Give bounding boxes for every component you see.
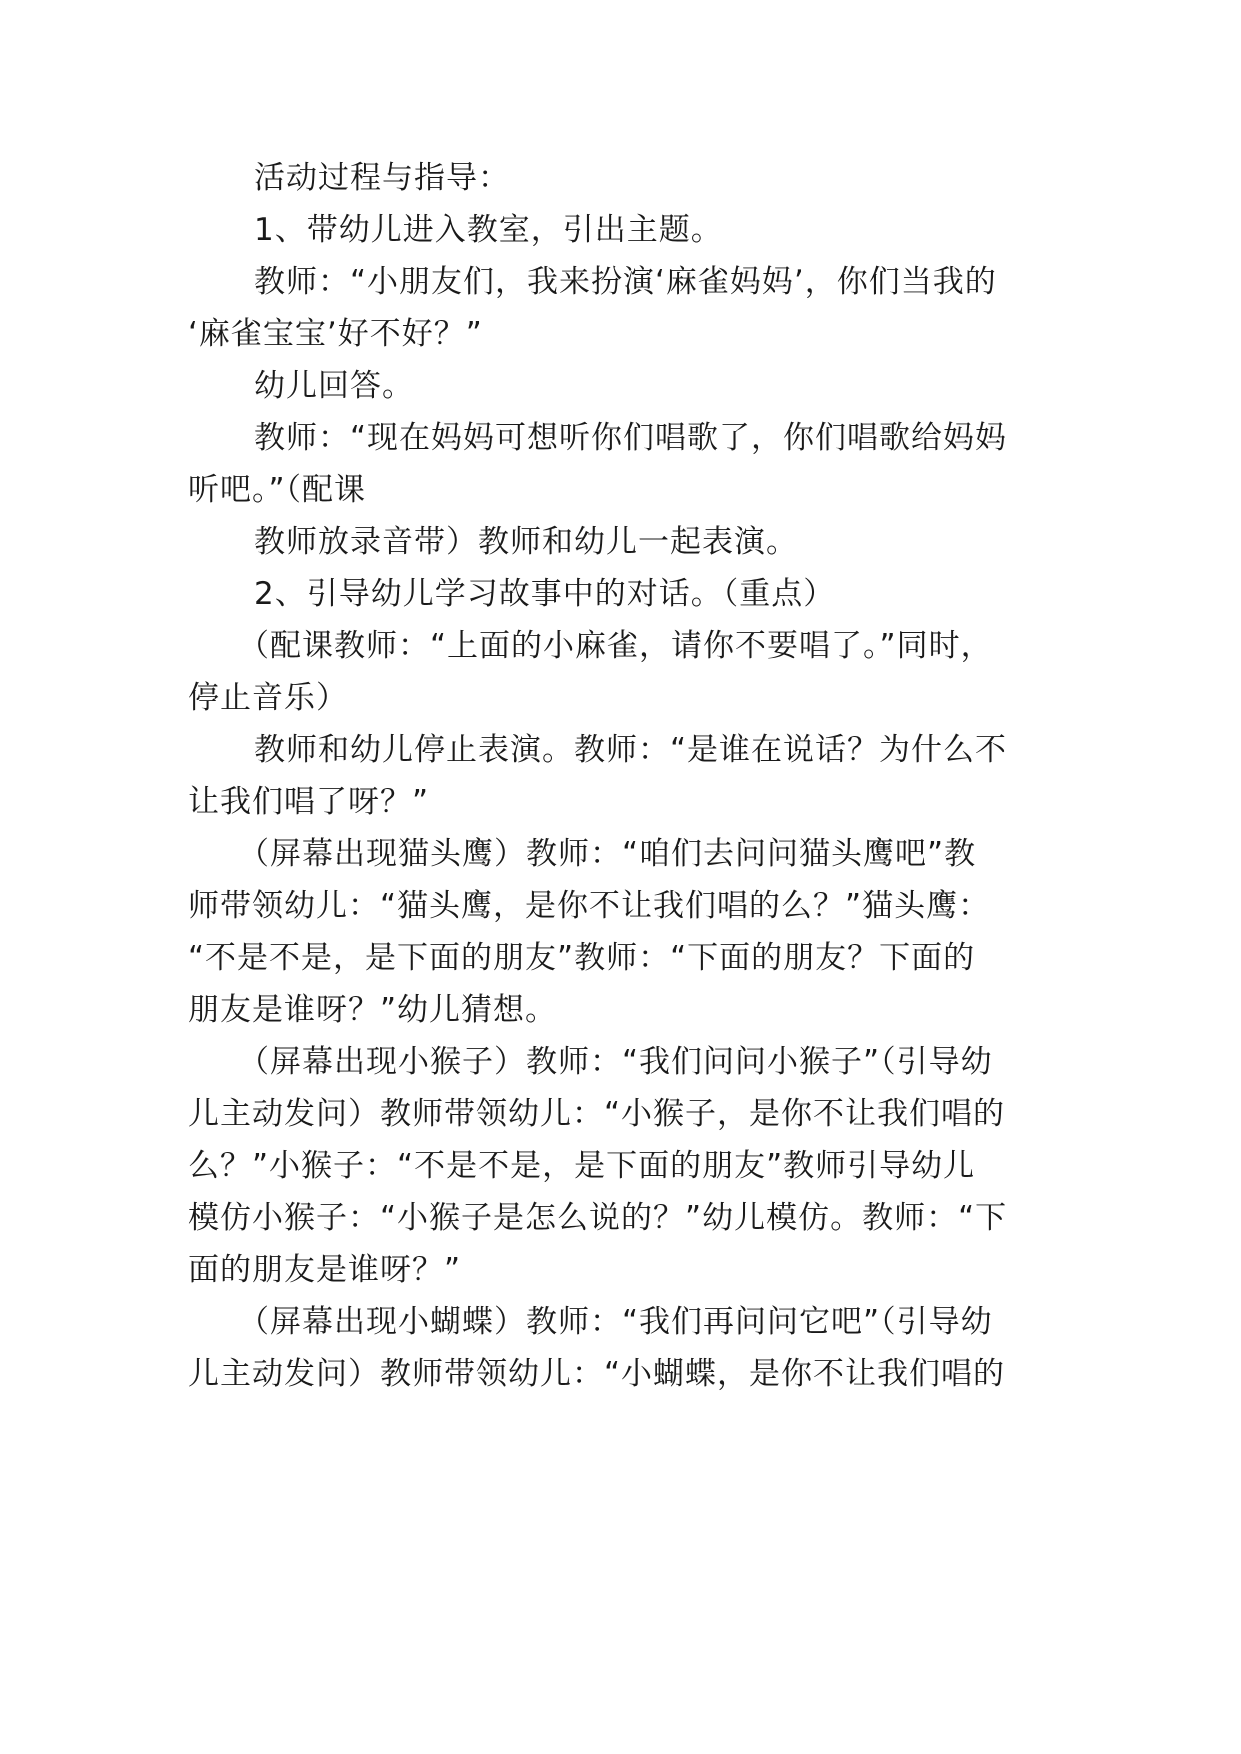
paragraph-line: （屏幕出现小猴子）教师：“我们问问小猴子”（引导幼 xyxy=(238,1044,993,1080)
paragraph-line: ‘麻雀宝宝’好不好？” xyxy=(188,316,483,352)
paragraph-line: 儿主动发问）教师带领幼儿：“小蝴蝶，是你不让我们唱的 xyxy=(188,1356,1006,1392)
paragraph-line: 教师：“小朋友们，我来扮演‘麻雀妈妈’，你们当我的 xyxy=(254,264,997,300)
paragraph-line: 1、带幼儿进入教室，引出主题。 xyxy=(254,212,723,248)
paragraph-line: 朋友是谁呀？”幼儿猜想。 xyxy=(188,992,558,1028)
paragraph-line: 么？”小猴子：“不是不是，是下面的朋友”教师引导幼儿 xyxy=(188,1148,976,1184)
paragraph-line: 面的朋友是谁呀？” xyxy=(188,1252,462,1288)
paragraph-line: 教师和幼儿停止表演。教师：“是谁在说话？为什么不 xyxy=(254,732,1008,768)
paragraph-line: “不是不是，是下面的朋友”教师：“下面的朋友？下面的 xyxy=(188,940,976,976)
paragraph-line: （配课教师：“上面的小麻雀，请你不要唱了。”同时， xyxy=(238,628,993,664)
paragraph-line: 儿主动发问）教师带领幼儿：“小猴子，是你不让我们唱的 xyxy=(188,1096,1006,1132)
paragraph-line: （屏幕出现小蝴蝶）教师：“我们再问问它吧”（引导幼 xyxy=(238,1304,993,1340)
paragraph-line: 教师：“现在妈妈可想听你们唱歌了，你们唱歌给妈妈 xyxy=(254,420,1008,456)
paragraph-line: 幼儿回答。 xyxy=(254,368,414,404)
paragraph-line: 2、引导幼儿学习故事中的对话。（重点） xyxy=(254,576,836,612)
paragraph-line: 模仿小猴子：“小猴子是怎么说的？”幼儿模仿。教师：“下 xyxy=(188,1200,1008,1236)
paragraph-line: 活动过程与指导： xyxy=(254,160,510,196)
paragraph-line: 师带领幼儿：“猫头鹰，是你不让我们唱的么？”猫头鹰： xyxy=(188,888,991,924)
paragraph-line: 让我们唱了呀？” xyxy=(188,784,430,820)
paragraph-line: 停止音乐） xyxy=(188,680,348,716)
paragraph-line: （屏幕出现猫头鹰）教师：“咱们去问问猫头鹰吧”教 xyxy=(238,836,977,872)
paragraph-line: 教师放录音带）教师和幼儿一起表演。 xyxy=(254,524,798,560)
paragraph-line: 听吧。”（配课 xyxy=(188,472,367,508)
